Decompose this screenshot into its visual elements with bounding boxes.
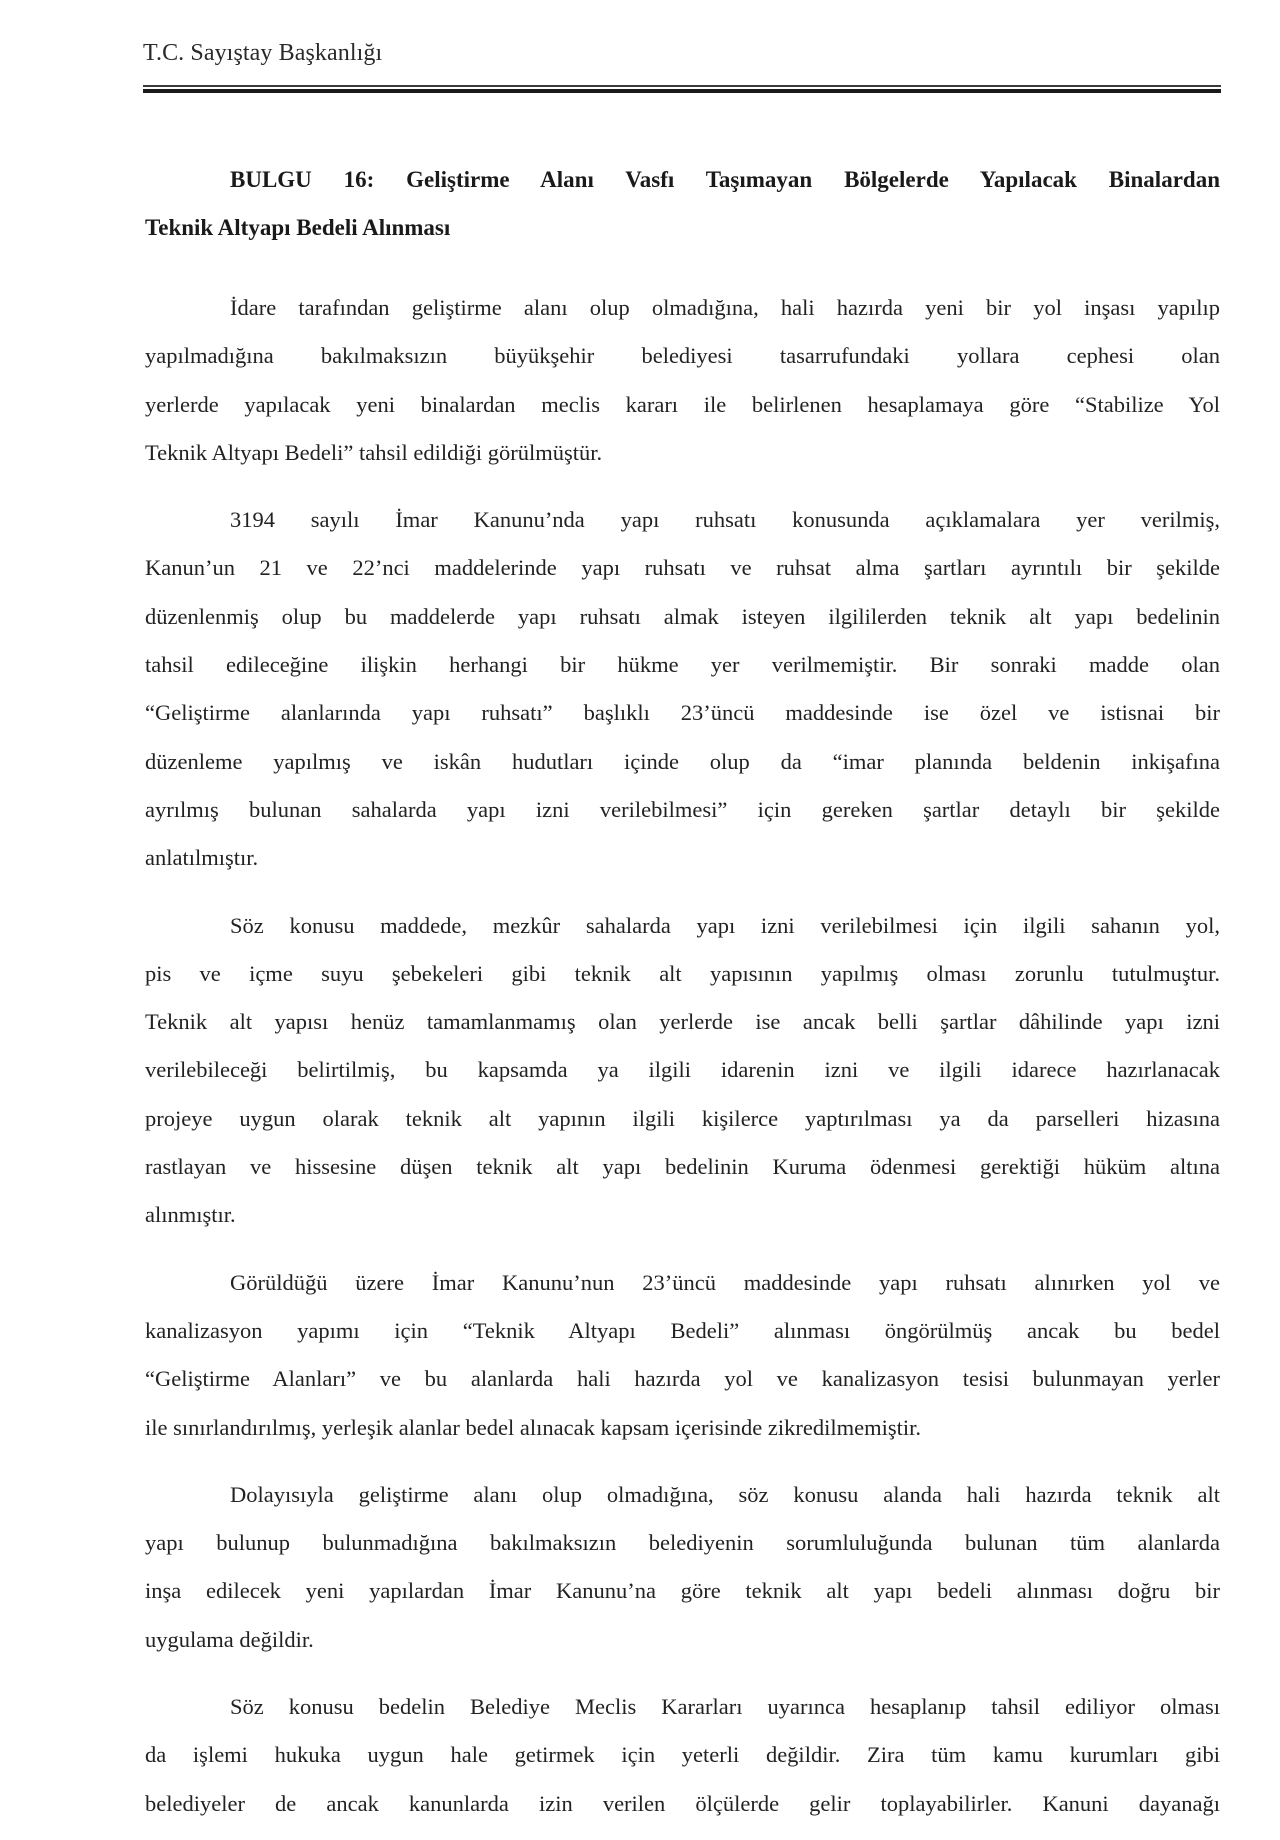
paragraph-line: Kanun’un 21 ve 22’nci maddelerinde yapı ruhsatı ve ruhsat alma şartları ayrıntılı bir şekilde	[145, 555, 1220, 581]
paragraph-line: Teknik Altyapı Bedeli” tahsil edildiği görülmüştür.	[145, 439, 603, 465]
paragraph-line: ayrılmış bulunan sahalarda yapı izni verilebilmesi” için gereken şartlar detaylı bir şekilde	[145, 796, 1220, 822]
paragraph-line: alınmıştır.	[145, 1202, 236, 1228]
paragraph-line: kanalizasyon yapımı için “Teknik Altyapı Bedeli” alınması öngörülmüş ancak bu bedel	[145, 1317, 1220, 1343]
document-body	[145, 156, 1220, 1828]
paragraph-line: verilebileceği belirtilmiş, bu kapsamda ya ilgili idarenin izni ve ilgili idarece hazırlanacak	[145, 1057, 1220, 1083]
header-rule-thin	[143, 85, 1221, 87]
paragraphs	[145, 284, 1220, 1828]
paragraph	[145, 496, 1220, 882]
paragraph-line: düzenlenmiş olup bu maddelerde yapı ruhsatı almak isteyen ilgililerden teknik alt yapı bedelinin	[145, 603, 1220, 629]
paragraph-line: belediyeler de ancak kanunlarda izin verilen ölçülerde gelir toplayabilirler. Kanuni dayanağı	[145, 1790, 1220, 1816]
paragraph-line: yapılmadığına bakılmaksızın büyükşehir belediyesi tasarrufundaki yollara cephesi olan	[145, 343, 1220, 369]
paragraph-line: rastlayan ve hissesine düşen teknik alt yapı bedelinin Kuruma ödenmesi gerektiği hüküm altına	[145, 1154, 1220, 1180]
paragraph-line: tahsil edileceğine ilişkin herhangi bir hükme yer verilmemiştir. Bir sonraki madde olan	[145, 652, 1220, 678]
header-double-rule	[143, 85, 1221, 94]
paragraph-line: Teknik alt yapısı henüz tamamlanmamış olan yerlerde ise ancak belli şartlar dâhilinde yapı izni	[145, 1009, 1220, 1035]
paragraph-line: düzenleme yapılmış ve iskân hudutları içinde olup da “imar planında beldenin inkişafına	[145, 748, 1220, 774]
paragraph-line: projeye uygun olarak teknik alt yapının ilgili kişilerce yaptırılması ya da parselleri hizasına	[145, 1105, 1220, 1131]
paragraph	[145, 1259, 1220, 1452]
paragraph-line: İdare tarafından geliştirme alanı olup olmadığına, hali hazırda yeni bir yol inşası yapılıp	[230, 295, 1220, 320]
header-rule-thick	[143, 89, 1221, 93]
paragraph-line: ile sınırlandırılmış, yerleşik alanlar bedel alınacak kapsam içerisinde zikredilmemiştir.	[145, 1414, 921, 1440]
paragraph-line: Dolayısıyla geliştirme alanı olup olmadığına, söz konusu alanda hali hazırda teknik alt	[230, 1481, 1220, 1507]
paragraph-line: da işlemi hukuka uygun hale getirmek için yeterli değildir. Zira tüm kamu kurumları gibi	[145, 1742, 1220, 1768]
finding-title	[145, 156, 1220, 252]
paragraph	[145, 1471, 1220, 1664]
paragraph	[145, 902, 1220, 1240]
paragraph-line: “Geliştirme Alanları” ve bu alanlarda hali hazırda yol ve kanalizasyon tesisi bulunmayan yerler	[145, 1366, 1220, 1392]
finding-title-line: BULGU 16: Geliştirme Alanı Vasfı Taşımayan Bölgelerde Yapılacak Binalardan	[230, 167, 1220, 192]
paragraph-line: inşa edilecek yeni yapılardan İmar Kanunu’na göre teknik alt yapı bedeli alınması doğru bir	[145, 1578, 1220, 1604]
finding-title-line: Teknik Altyapı Bedeli Alınması	[145, 215, 451, 240]
paragraph-line: Söz konusu bedelin Belediye Meclis Kararları uyarınca hesaplanıp tahsil ediliyor olması	[230, 1694, 1220, 1720]
paragraph-line: Görüldüğü üzere İmar Kanunu’nun 23’üncü maddesinde yapı ruhsatı alınırken yol ve	[230, 1269, 1220, 1295]
paragraph-line: yapı bulunup bulunmadığına bakılmaksızın belediyenin sorumluluğunda bulunan tüm alanlarda	[145, 1530, 1220, 1556]
paragraph-line: uygulama değildir.	[145, 1626, 314, 1652]
paragraph-line: anlatılmıştır.	[145, 845, 259, 871]
page-header-organization: T.C. Sayıştay Başkanlığı	[143, 40, 383, 66]
paragraph	[145, 284, 1220, 477]
paragraph	[145, 1683, 1220, 1828]
paragraph-line: Söz konusu maddede, mezkûr sahalarda yapı izni verilebilmesi için ilgili sahanın yol,	[230, 912, 1220, 938]
paragraph-line: pis ve içme suyu şebekeleri gibi teknik alt yapısının yapılmış olması zorunlu tutulmuştur.	[145, 960, 1220, 986]
paragraph-line: “Geliştirme alanlarında yapı ruhsatı” başlıklı 23’üncü maddesinde ise özel ve istisnai bir	[145, 700, 1220, 726]
paragraph-line: yerlerde yapılacak yeni binalardan meclis kararı ile belirlenen hesaplamaya göre “Stabilize Yol	[145, 391, 1220, 417]
paragraph-line: 3194 sayılı İmar Kanunu’nda yapı ruhsatı konusunda açıklamalara yer verilmiş,	[230, 507, 1220, 533]
